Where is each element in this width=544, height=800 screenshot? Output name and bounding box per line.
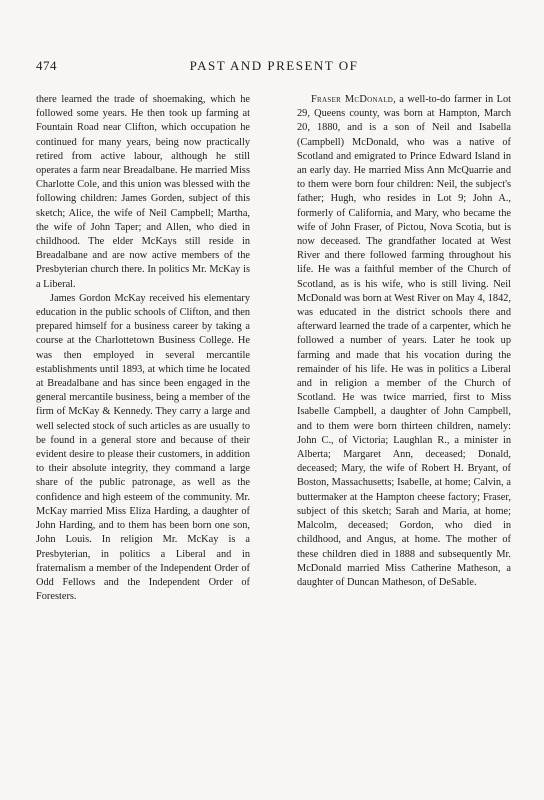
page-number: 474	[36, 58, 57, 73]
subject-name: Fraser McDonald	[311, 94, 394, 105]
right-paragraph-1	[297, 93, 511, 590]
running-head: PAST AND PRESENT OF	[189, 58, 359, 73]
left-column	[36, 93, 250, 604]
left-paragraph-1: there learned the trade of shoemaking, which he followed some years. He then took up farming at Fountain Road near Clifton, which occupation he continued for many years, being now practically retired from active labour, although he still operates a farm near Breadalbane. He married Miss Charlotte Cole, and this union was blessed with the following children: James Gorden, subject of this sketch; Alice, the wife of Neil Campbell; Martha, the wife of John Taper; and Allen, who died in childhood. The elder McKays still reside in Breadalbane and are now active members of the Presbyterian church there. In politics Mr. McKay is a Liberal.	[36, 94, 250, 290]
right-column	[297, 93, 511, 590]
page-header	[36, 58, 512, 76]
right-paragraph-1-text: , a well-to-do farmer in Lot 29, Queens county, was born at Hampton, March 20, 1880, and is a son of Neil and Isabella (Campbell) McDonald, who was a native of Scotland and emigrated to Prince Edward Island in an early day. He married Miss Ann McQuarrie and to them were born four children: Neil, the subject's father; Hugh, who resides in Lot 9; John A., formerly of California, and Mary, who became the wife of John Fraser, of Pictou, Nova Scotia, but is now deceased. The grandfather located at West River and there followed farming throughout his life. He was a faithful member of the Church of Scotland, as is his wife, who is still living. Neil McDonald was born at West River on May 4, 1842, was educated in the district schools there and afterward learned the trade of a carpenter, which he followed a number of years. Later he took up farming and made that his vocation during the remainder of his life. He was in politics a Liberal and in religion a member of the Church of Scotland. He was twice married, first to Miss Isabelle Campbell, a daughter of John Campbell, and to them were born thirteen children, namely: John C., of Victoria; Laughlan R., a minister in Alberta; Margaret Ann, deceased; Donald, deceased; Mary, the wife of Robert H. Bryant, of Boston, Massachusetts; Isabelle, at home; Calvin, a buttermaker at the Hampton cheese factory; Fraser, subject of this sketch; Sarah and Maria, at home; Malcolm, deceased; Gordon, who died in childhood, and Angus, at home. The mother of these children died in 1888 and subsequently Mr. McDonald married Miss Catherine Matheson, a daughter of Duncan Matheson, of DeSable.	[297, 94, 511, 588]
left-paragraph-2: James Gordon McKay received his elementary education in the public schools of Clifton, and then prepared himself for a business career by taking a course at the Charlottetown Business College. He was then employed in several mercantile establishments until 1893, at which time he located at Breadalbane and has since been engaged in the general mercantile business, being a member of the firm of McKay & Kennedy. They carry a large and well selected stock of such articles as are usually to be found in a general store and because of their evident desire to please their customers, in addition to their absolute integrity, they command a large share of the public patronage, as well as the confidence and high esteem of the community. Mr. McKay married Miss Eliza Harding, a daughter of John Harding, and to them has been born one son, John Louis. In religion Mr. McKay is a Presbyterian, in politics a Liberal and in fraternalism a member of the Independent Order of Odd Fellows and the Independent Order of Foresters.	[36, 292, 250, 603]
